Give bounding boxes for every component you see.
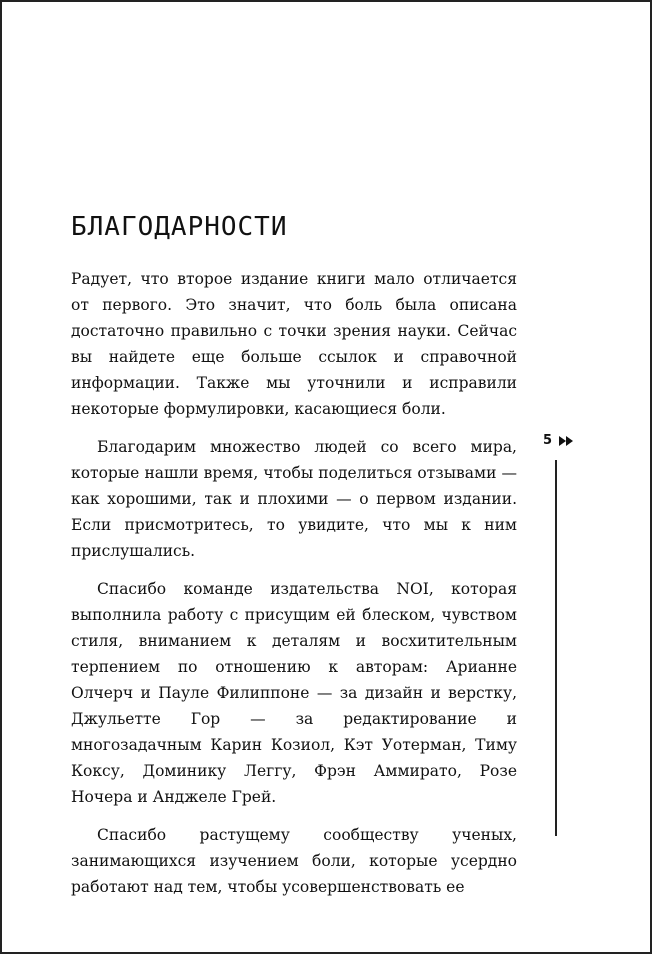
paragraph-4: Спасибо растущему сообществу ученых, занимающихся изучением боли, которые усердно работают над тем, чтобы усовершенствовать ее bbox=[71, 826, 517, 896]
body-text bbox=[71, 266, 517, 900]
paragraph-2: Благодарим множество людей со всего мира, которые нашли время, чтобы поделиться отзывами — как хорошими, так и плохими — о первом издании. Если присмотритесь, то увидите, что мы к ним прислушались. bbox=[71, 438, 517, 560]
section-heading: БЛАГОДАРНОСТИ bbox=[71, 212, 288, 242]
margin-rule bbox=[555, 460, 557, 836]
paragraph-1: Радует, что второе издание книги мало отличается от первого. Это значит, что боль была описана достаточно правильно с точки зрения науки. Сейчас вы найдете еще больше ссылок и справочной информации. Также мы уточнили и исправили некоторые формулировки, касающиеся боли. bbox=[71, 270, 517, 418]
double-chevron-right-icon bbox=[559, 436, 573, 446]
page-number-marker bbox=[543, 433, 573, 448]
page-number: 5 bbox=[543, 433, 553, 448]
paragraph-3: Спасибо команде издательства NOI, которая выполнила работу с присущим ей блеском, чувством стиля, вниманием к деталям и восхитительным терпением по отношению к авторам: Арианне Олчерч и Пауле Филиппоне — за дизайн и верстку, Джульетте Гор — за редактирование и многозадачным Карин Козиол, Кэт Уотерман, Тиму Коксу, Доминику Леггу, Фрэн Аммирато, Розе Ночера и Анджеле Грей. bbox=[71, 580, 517, 806]
